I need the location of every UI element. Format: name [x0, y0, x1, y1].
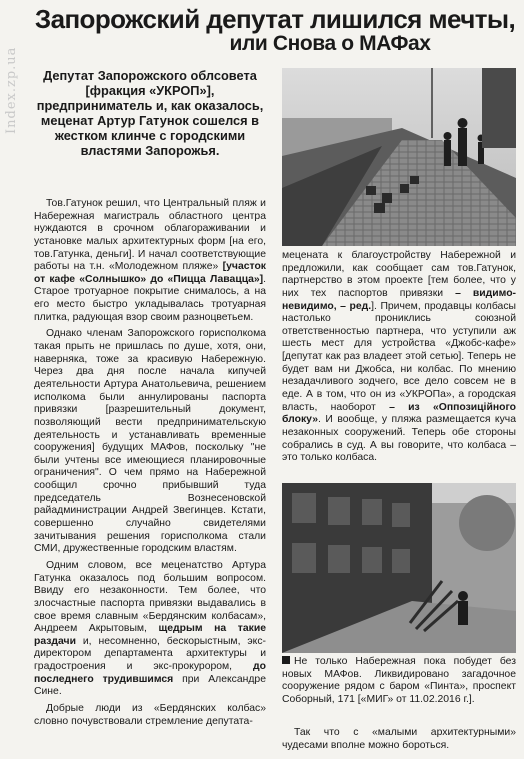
headline-line-1: Запорожский депутат лишился мечты, [34, 4, 516, 34]
paragraph: мецената к благоустройству Набережной и предложили, как сообщает сам тов.Гатунок, партнерство в этом проекте [тем более, что у них тех паспортов привязки – видимо-невидимо, – ред.]. Причем, продавцы колбасы настолько прониклись союзной ответственностью партнера, что уступили аж шесть мест для устройства «Джобс-кафе» [депутат как раз владеет этой сетью]. Теперь не будет вам ни Джобса, ни колбас. По мнению незадачливого зодчего, все дело совсем не в еде. А в том, что он из «УКРОПа», а городская власть, наоборот – из «Оппозиційного блоку». И вообще, у пляжа размещается куча незаконных сооружений. Теперь обе стороны собрались в суд. А вы говорите, что колбаса – это только колбаса. [282, 250, 516, 464]
paragraph: Добрые люди из «Бердянских колбас» словно почувствовали стремление депутата- [34, 702, 266, 727]
square-bullet-icon [282, 656, 290, 664]
photo-street [282, 483, 516, 653]
paragraph: Одним словом, все меценатство Артура Гатунка оказалось под большим вопросом. Ввиду его незаконности. Тем более, что злосчастные паспорта привязки выдавались в свое время славным «Бердянским колбасам», Андреем Акрытовым, щедрым на такие раздачи и, несомненно, бескорыстным, экс-директором департамента архитектуры и градостроения и экс-прокурором, до последнего трудившимся при Александре Сине. [34, 559, 266, 698]
watermark: Index.zp.ua [4, 46, 19, 134]
closing-paragraph: Так что с «малыми архитектурными» чудесами вполне можно бороться. [282, 727, 516, 751]
paragraph: Однако членам Запорожского горисполкома такая прыть не пришлась по душе, хотя, они, наверняка, тоже за красивую Набережную. Через два дня после начала кипучей деятельности Артура Анатольевича, решением исполкома были аннулированы паспорта привязки [разрешительный документ, позволяющий вести предпринимательскую деятельность и устанавливать временные сооружения] будущих МАФов, поскольку "не были учтены все имеющиеся планировочные ограничения". О чем прямо на Набережной сообщил срочно прибывший туда председатель Вознесеновской райадминистрации Андрей Звегинцев. Кстати, совершенно случайно свидетелями зачитывания решения горисполкома стали СМИ, дружественные городским властям. [34, 328, 266, 555]
article-lead: Депутат Запорожского облсовета [фракция «УКРОП»], предприниматель и, как оказалось, меценат Артур Гатунок сошелся в жестком клинче с городскими властями Запорожья. [36, 68, 264, 159]
headline-line-2: или Снова о МАФах [229, 31, 431, 55]
photo-promenade-image [282, 68, 516, 246]
article-headline [34, 6, 516, 54]
photo-street-image [282, 483, 516, 653]
paragraph: Тов.Гатунок решил, что Центральный пляж и Набережная магистраль областного центра нуждаются в срочном облагораживании и установке малых архитектурных форм [на его, тов.Гатунка, деньги]. И начал соответствующие работы на т.н. «Молодежном пляже» [участок от кафе «Солнышко» до «Пицца Лаваццa»]. Старое тротуарное покрытие снималось, а на его место быстро укладывалась тротуарная плитка, радующая взор своим разноцветьем. [34, 198, 266, 323]
photo-caption: Не только Набережная пока побудет без новых МАФов. Ликвидировано загадочное сооружение рядом с баром «Пинта», проспект Соборный, 171 [«МИГ» от 11.02.2016 г.]. [282, 656, 516, 705]
photo-promenade [282, 68, 516, 246]
article-column-left [34, 198, 266, 732]
article-column-right [282, 250, 516, 469]
